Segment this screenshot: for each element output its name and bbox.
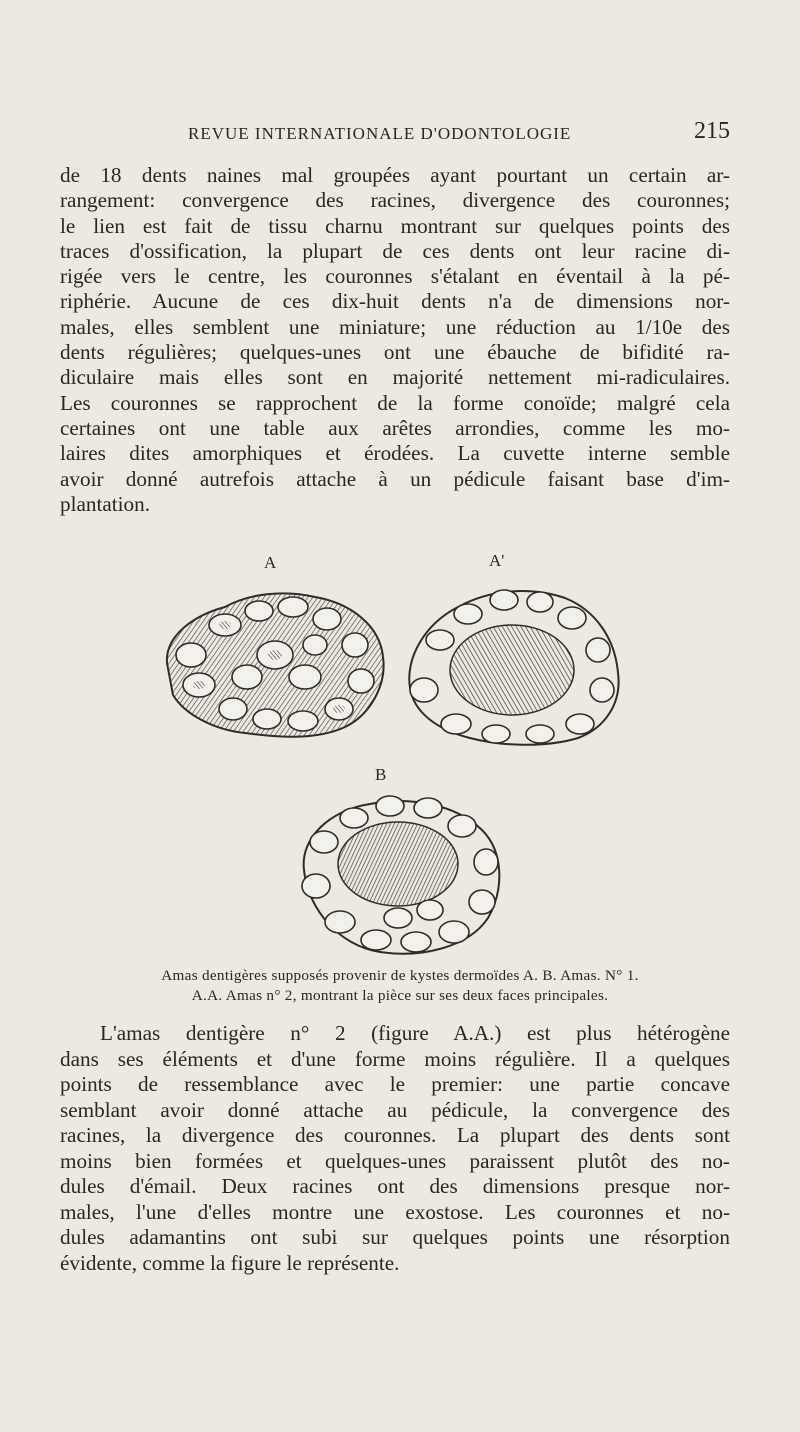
text-line: males, l'une d'elles montre une exostose. Les couronnes et no- bbox=[60, 1199, 730, 1224]
text-line: plantation. bbox=[60, 491, 151, 516]
figure-caption bbox=[60, 966, 740, 1006]
paragraph-top bbox=[60, 163, 730, 517]
journal-title: REVUE INTERNATIONALE D'ODONTOLOGIE bbox=[188, 124, 572, 143]
text-line: dules d'émail. Deux racines ont des dimensions presque nor- bbox=[60, 1174, 730, 1198]
caption-line: Amas dentigères supposés provenir de kystes dermoïdes A. B. Amas. N° 1. bbox=[161, 967, 639, 984]
text-line: de 18 dents naines mal groupées ayant pourtant un certain ar- bbox=[60, 163, 730, 187]
text-line: Les couronnes se rapprochent de la forme conoïde; malgré cela bbox=[60, 390, 730, 415]
paragraph-bottom bbox=[60, 1021, 730, 1276]
text-line: semblant avoir donné attache au pédicule, la convergence des bbox=[60, 1097, 730, 1122]
text-line: racines, la divergence des couronnes. La plupart des dents sont bbox=[60, 1123, 730, 1147]
text-line: le lien est fait de tissu charnu montrant sur quelques points des bbox=[60, 213, 730, 238]
text-line: L'amas dentigère n° 2 (figure A.A.) est plus hétérogène bbox=[100, 1021, 730, 1045]
specimen-b-illustration bbox=[290, 790, 510, 960]
text-line: points de ressemblance avec le premier: une partie concave bbox=[60, 1072, 730, 1096]
text-line: avoir donné autrefois attache à un pédicule faisant base d'im- bbox=[60, 466, 730, 491]
text-line: rangement: convergence des racines, divergence des couronnes; bbox=[60, 188, 730, 213]
text-line: dents régulières; quelques-unes ont une ébauche de bifidité ra- bbox=[60, 340, 730, 365]
text-line: moins bien formées et quelques-unes paraissent plutôt des no- bbox=[60, 1148, 730, 1173]
text-line: dules adamantins ont subi sur quelques points une résorption bbox=[60, 1225, 730, 1249]
figure-label-a-prime: A' bbox=[489, 551, 505, 570]
text-line: certaines ont une table aux arêtes arrondies, comme les mo- bbox=[60, 415, 730, 440]
figure-label-b: B bbox=[375, 765, 387, 784]
text-line: diculaire mais elles sont en majorité nettement mi-radiculaires. bbox=[60, 365, 730, 390]
figure-label-a: A bbox=[264, 553, 277, 572]
text-line: laires dites amorphiques et érodées. La cuvette interne semble bbox=[60, 441, 730, 466]
specimen-a-prime-illustration bbox=[400, 578, 625, 748]
caption-line: A.A. Amas n° 2, montrant la pièce sur ses deux faces principales. bbox=[191, 987, 609, 1004]
text-line: rigée vers le centre, les couronnes s'étalant en éventail à la pé- bbox=[60, 264, 730, 289]
text-line: traces d'ossification, la plupart de ces dents ont leur racine di- bbox=[60, 238, 730, 263]
text-line: évidente, comme la figure le représente. bbox=[60, 1250, 400, 1275]
page-number: 215 bbox=[694, 118, 730, 144]
specimen-a-illustration bbox=[155, 585, 395, 745]
text-line: dans ses éléments et d'une forme moins régulière. Il a quelques bbox=[60, 1046, 730, 1071]
text-line: riphérie. Aucune de ces dix-huit dents n'a de dimensions nor- bbox=[60, 289, 730, 314]
text-line: males, elles semblent une miniature; une réduction au 1/10e des bbox=[60, 314, 730, 339]
